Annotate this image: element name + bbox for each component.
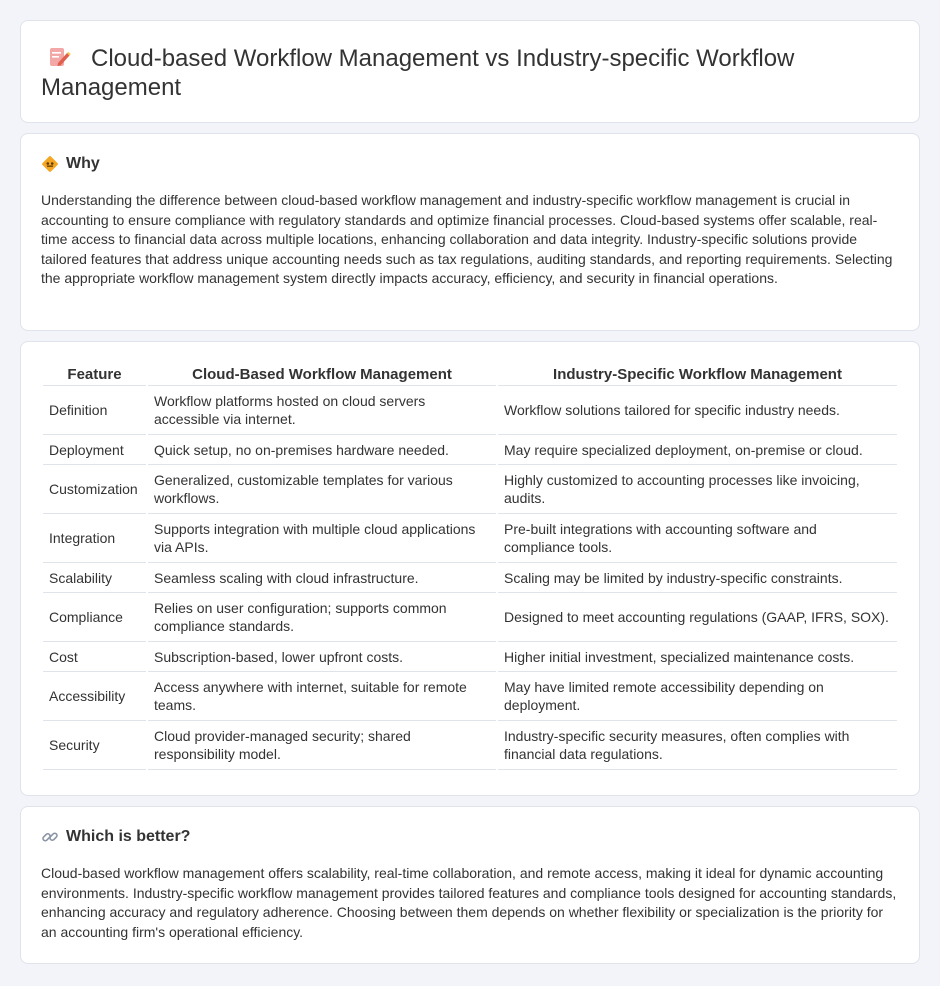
cloud-cell: Generalized, customizable templates for various workflows. — [148, 465, 496, 514]
header-feature: Feature — [43, 364, 146, 386]
industry-cell: Scaling may be limited by industry-specific constraints. — [498, 563, 897, 593]
why-heading: Why — [66, 155, 100, 172]
feature-cell: Accessibility — [43, 672, 146, 721]
table-header-row — [43, 364, 897, 386]
page-title — [41, 44, 899, 102]
feature-cell: Deployment — [43, 435, 146, 465]
why-text: Understanding the difference between cloud-based workflow management and industry-specific workflow management is crucial in accounting to ensure compliance with regulatory standards and optimize financial processes. Cloud-based systems offer scalable, real-time access to financial data across multiple locations, enhancing collaboration and data integrity. Industry-specific solutions provide tailored features that address unique accounting needs such as tax regulations, auditing standards, and reporting requirements. Selecting the appropriate workflow management system directly impacts accuracy, efficiency, and security in financial operations. — [41, 192, 893, 286]
industry-cell: Industry-specific security measures, often complies with financial data regulations. — [498, 721, 897, 770]
link-icon — [41, 828, 59, 846]
header-cloud: Cloud-Based Workflow Management — [148, 364, 496, 386]
cloud-cell: Cloud provider-managed security; shared responsibility model. — [148, 721, 496, 770]
diamond-sign-icon — [41, 155, 59, 173]
cloud-cell: Relies on user configuration; supports common compliance standards. — [148, 593, 496, 642]
feature-cell: Scalability — [43, 563, 146, 593]
industry-cell: Highly customized to accounting processes like invoicing, audits. — [498, 465, 897, 514]
table-row — [43, 672, 897, 721]
table-row — [43, 386, 897, 435]
title-card — [20, 20, 920, 123]
feature-cell: Customization — [43, 465, 146, 514]
feature-cell: Security — [43, 721, 146, 770]
industry-cell: Higher initial investment, specialized maintenance costs. — [498, 642, 897, 672]
why-section — [20, 133, 920, 331]
pencil-note-icon — [47, 45, 71, 69]
industry-cell: May require specialized deployment, on-premise or cloud. — [498, 435, 897, 465]
cloud-cell: Quick setup, no on-premises hardware needed. — [148, 435, 496, 465]
cloud-cell: Supports integration with multiple cloud applications via APIs. — [148, 514, 496, 563]
cloud-cell: Workflow platforms hosted on cloud servers accessible via internet. — [148, 386, 496, 435]
industry-cell: Pre-built integrations with accounting software and compliance tools. — [498, 514, 897, 563]
cloud-cell: Subscription-based, lower upfront costs. — [148, 642, 496, 672]
header-industry: Industry-Specific Workflow Management — [498, 364, 897, 386]
industry-cell: May have limited remote accessibility depending on deployment. — [498, 672, 897, 721]
feature-cell: Cost — [43, 642, 146, 672]
feature-cell: Definition — [43, 386, 146, 435]
table-row — [43, 514, 897, 563]
industry-cell: Designed to meet accounting regulations (GAAP, IFRS, SOX). — [498, 593, 897, 642]
feature-cell: Compliance — [43, 593, 146, 642]
cloud-cell: Seamless scaling with cloud infrastructure. — [148, 563, 496, 593]
feature-cell: Integration — [43, 514, 146, 563]
table-row — [43, 435, 897, 465]
which-better-section — [20, 806, 920, 964]
which-better-heading: Which is better? — [66, 828, 191, 845]
comparison-section — [20, 341, 920, 796]
table-row — [43, 465, 897, 514]
table-row — [43, 721, 897, 770]
table-row — [43, 642, 897, 672]
comparison-table — [41, 364, 899, 770]
table-row — [43, 593, 897, 642]
industry-cell: Workflow solutions tailored for specific industry needs. — [498, 386, 897, 435]
which-better-text: Cloud-based workflow management offers scalability, real-time collaboration, and remote access, making it ideal for dynamic accounting environments. Industry-specific workflow management provides tailored features and compliance tools designed for accounting standards, enhancing accuracy and regulatory adherence. Choosing between them depends on whether flexibility or specialization is the priority for an accounting firm's operational efficiency. — [41, 865, 897, 940]
table-row — [43, 563, 897, 593]
page-title-text: Cloud-based Workflow Management vs Industry-specific Workflow Management — [41, 45, 795, 101]
cloud-cell: Access anywhere with internet, suitable for remote teams. — [148, 672, 496, 721]
